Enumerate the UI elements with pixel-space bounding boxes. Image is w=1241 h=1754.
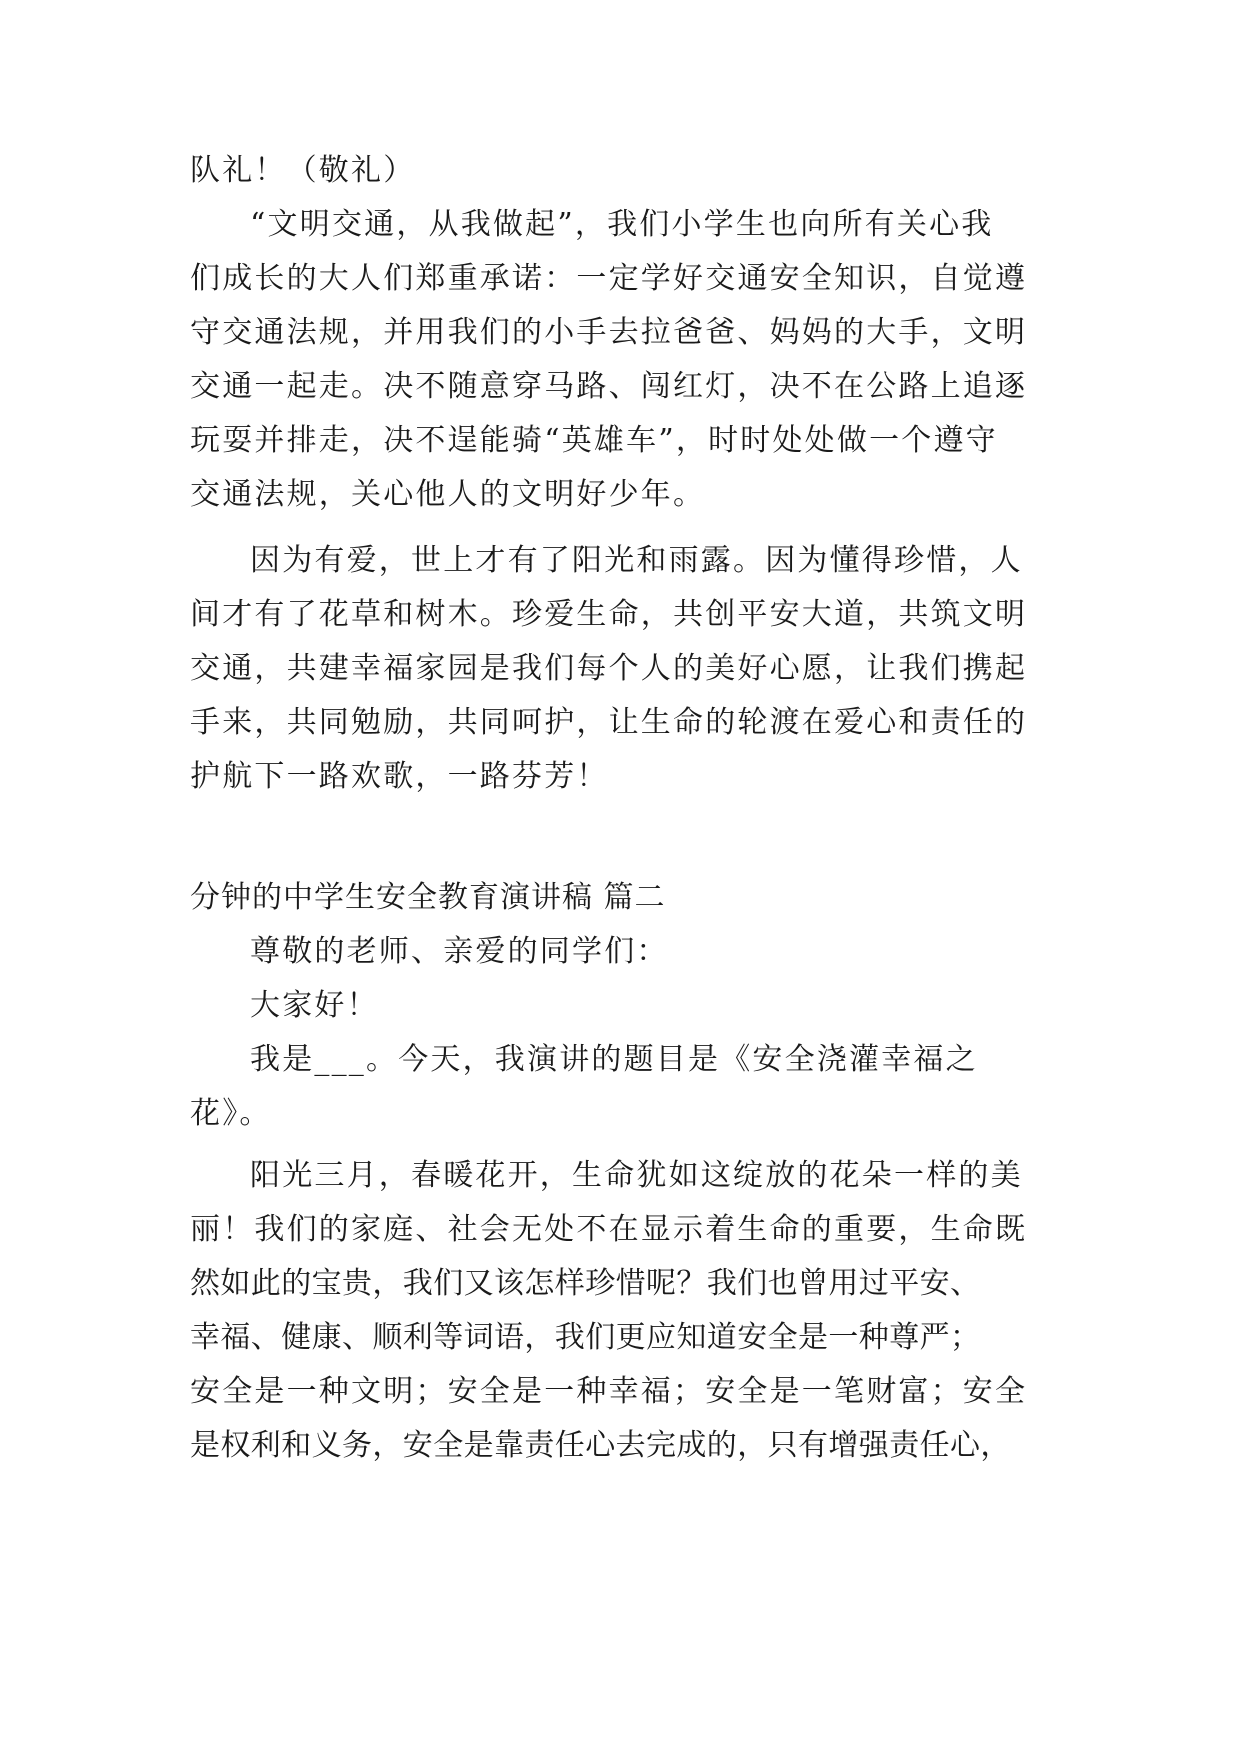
paragraph-start-line: 阳光三月，春暖花开，生命犹如这绽放的花朵一样的美 [250, 1158, 1023, 1193]
text-line: 守交通法规，并用我们的小手去拉爸爸、妈妈的大手，文明 [190, 315, 1028, 350]
text-line: 们成长的大人们郑重承诺：一定学好交通安全知识，自觉遵 [190, 261, 1028, 296]
text-line: 护航下一路欢歌，一路芬芳！ [190, 759, 609, 794]
text-line: 然如此的宝贵，我们又该怎样珍惜呢？我们也曾用过平安、 [190, 1266, 981, 1301]
salutation-line: 尊敬的老师、亲爱的同学们： [250, 934, 669, 969]
text-line: 交通，共建幸福家园是我们每个人的美好心愿，让我们携起 [190, 651, 1028, 686]
text-line: 队礼！（敬礼） [190, 153, 416, 188]
text-line: 幸福、健康、顺利等词语，我们更应知道安全是一种尊严； [190, 1320, 981, 1355]
text-line: 手来，共同勉励，共同呵护，让生命的轮渡在爱心和责任的 [190, 705, 1028, 740]
text-line: 交通法规，关心他人的文明好少年。 [190, 477, 706, 512]
text-line: 玩耍并排走，决不逞能骑“英雄车”，时时处处做一个遵守 [190, 423, 998, 458]
text-line: 是权利和义务，安全是靠责任心去完成的，只有增强责任心， [190, 1428, 1011, 1463]
text-line: 安全是一种文明；安全是一种幸福；安全是一笔财富；安全 [190, 1374, 1028, 1409]
section-heading: 分钟的中学生安全教育演讲稿 篇二 [190, 880, 666, 915]
text-line: 间才有了花草和树木。珍爱生命，共创平安大道，共筑文明 [190, 597, 1028, 632]
paragraph-start-line: 因为有爱，世上才有了阳光和雨露。因为懂得珍惜，人 [250, 543, 1023, 578]
text-line: 交通一起走。决不随意穿马路、闯红灯，决不在公路上追逐 [190, 369, 1028, 404]
text-line: 花》。 [190, 1096, 272, 1131]
paragraph-start-line: “文明交通，从我做起”，我们小学生也向所有关心我 [250, 207, 994, 242]
greeting-line: 大家好！ [250, 988, 379, 1023]
paragraph-start-line: 我是___。今天，我演讲的题目是《安全浇灌幸福之 [250, 1042, 978, 1077]
text-line: 丽！我们的家庭、社会无处不在显示着生命的重要，生命既 [190, 1212, 1028, 1247]
